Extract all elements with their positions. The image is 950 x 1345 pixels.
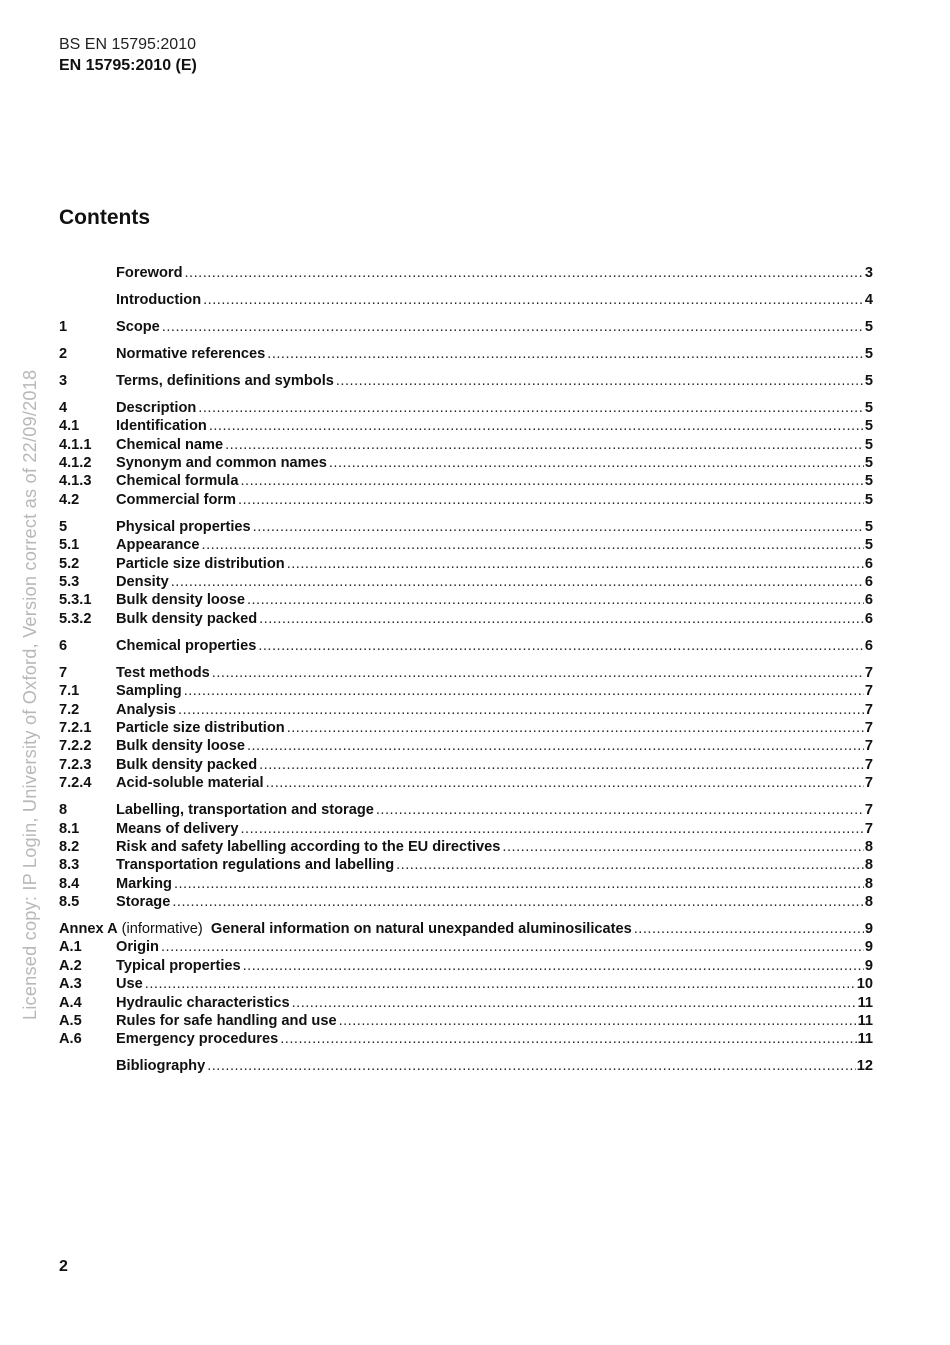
toc-entry-title: Identification [116,418,207,435]
toc-entry-number: 4.2 [59,491,80,508]
toc-entry-title: Particle size distribution [116,555,285,572]
toc-entry-page: 5 [864,455,873,472]
toc-entry-title: Hydraulic characteristics [116,994,290,1011]
toc-entry-number: 8.3 [59,857,80,874]
toc-entry[interactable] [59,518,873,536]
toc-entry-title: Introduction [116,291,202,308]
toc-entry-page: 5 [864,345,873,362]
toc-entry-title: Chemical formula [116,473,239,490]
toc-entry[interactable] [59,436,873,454]
toc-entry-number: 5.2 [59,555,80,572]
toc-entry-title: Acid-soluble material [116,775,264,792]
toc-entry[interactable] [59,1012,873,1030]
toc-dot-leader [202,536,864,554]
toc-entry-page: 5 [864,399,873,416]
toc-entry-page: 5 [864,418,873,435]
toc-entry-title: Bibliography [116,1058,206,1075]
toc-entry-number: 6 [59,637,68,654]
toc-entry[interactable] [59,264,873,282]
toc-entry-page: 5 [864,518,873,535]
toc-entry-number: A.5 [59,1013,82,1029]
toc-dot-leader [287,555,864,573]
toc-entry-title: Terms, definitions and symbols [116,372,334,389]
toc-entry-title: Risk and safety labelling according to the EU directives [116,838,501,855]
toc-entry-page: 11 [857,1013,873,1029]
toc-entry-title: Particle size distribution [116,719,285,736]
toc-dot-leader [243,957,864,975]
toc-entry[interactable] [59,1057,873,1075]
toc-entry-number: 7.2.2 [59,738,92,755]
toc-entry-title: Transportation regulations and labelling [116,857,395,874]
toc-entry-title: Scope [116,318,160,335]
toc-dot-leader [259,610,864,628]
toc-entry-title: Bulk density packed [116,756,258,773]
toc-dot-leader [161,938,864,956]
toc-entry-number: 7 [59,664,68,681]
toc-dot-leader [266,774,864,792]
toc-entry[interactable] [59,938,873,956]
toc-entry-number: 7.2.1 [59,719,92,736]
toc-dot-leader [376,801,864,819]
toc-entry-page: 5 [864,473,873,490]
toc-dot-leader [396,856,864,874]
toc-dot-leader [178,701,864,719]
toc-dot-leader [207,1057,856,1075]
toc-entry-number: 8.5 [59,894,80,911]
toc-entry-number: 4.1.1 [59,436,92,453]
toc-entry-title [122,920,633,938]
toc-group [59,637,873,655]
toc-entry[interactable] [59,345,873,363]
toc-entry[interactable] [59,536,873,554]
toc-entry-number: 5.1 [59,537,80,554]
toc-entry-number: A.4 [59,994,82,1011]
license-watermark: Licensed copy: IP Login, University of Oxford, Version correct as of 22/09/2018 [20,369,40,1020]
toc-entry-number: 3 [59,372,68,389]
toc-entry[interactable] [59,472,873,490]
toc-entry[interactable] [59,801,873,819]
toc-entry-title: Foreword [116,265,183,281]
toc-entry[interactable] [59,957,873,975]
toc-dot-leader [225,436,864,454]
toc-entry-page: 11 [857,1031,873,1048]
toc-entry-title: Bulk density loose [116,738,245,755]
toc-group [59,318,873,336]
toc-entry-informative-label: (informative) [121,921,203,938]
toc-entry-page: 5 [864,436,873,453]
toc-entry[interactable] [59,737,873,755]
toc-entry-number: A.3 [59,976,82,993]
toc-entry-number: 5.3.1 [59,592,92,609]
toc-group [59,664,873,793]
header-en-id: EN 15795:2010 (E) [59,57,197,74]
toc-entry-title: Emergency procedures [116,1031,279,1048]
toc-entry-title: Typical properties [116,957,241,974]
toc-entry-number: 1 [59,318,68,335]
toc-dot-leader [174,875,864,893]
toc-entry-page: 11 [857,994,873,1011]
toc-entry-title-text: General information on natural unexpanded aluminosilicates [210,921,632,938]
toc-entry-number: 2 [59,345,68,362]
toc-entry-title: Analysis [116,701,177,718]
toc-dot-leader [339,1012,857,1030]
toc-entry-page: 9 [864,939,873,956]
toc-entry[interactable] [59,372,873,390]
toc-entry-page: 6 [864,610,873,627]
table-of-contents [59,264,873,1084]
toc-entry-title: Normative references [116,345,266,362]
toc-dot-leader [258,637,864,655]
toc-dot-leader [212,664,864,682]
toc-entry-page: 6 [864,637,873,654]
toc-dot-leader [203,291,864,309]
toc-entry-title: Description [116,399,197,416]
toc-entry[interactable] [59,838,873,856]
toc-entry-page: 4 [864,291,873,308]
toc-entry-page: 7 [864,756,873,773]
toc-entry[interactable] [59,820,873,838]
toc-entry-title: Use [116,976,143,993]
toc-entry-page: 9 [864,957,873,974]
toc-entry-number: Annex A [59,921,118,938]
toc-dot-leader [198,399,864,417]
toc-entry-number: 7.2.3 [59,756,92,773]
toc-entry-title: Origin [116,939,159,956]
toc-entry-number: A.6 [59,1031,82,1048]
toc-entry[interactable] [59,774,873,792]
toc-entry[interactable] [59,491,873,509]
toc-entry-page: 5 [864,318,873,335]
toc-entry-title: Density [116,574,169,591]
contents-title: Contents [59,206,150,229]
toc-entry-page: 3 [864,265,873,281]
toc-entry[interactable] [59,1030,873,1048]
toc-entry[interactable] [59,664,873,682]
toc-entry[interactable] [59,920,873,938]
toc-entry[interactable] [59,701,873,719]
toc-entry-page: 7 [864,775,873,792]
toc-dot-leader [238,491,864,509]
toc-entry[interactable] [59,399,873,417]
toc-dot-leader [145,975,856,993]
toc-dot-leader [259,756,864,774]
toc-entry-page: 7 [864,683,873,700]
toc-entry[interactable] [59,291,873,309]
toc-entry-title: Synonym and common names [116,455,327,472]
toc-entry-page: 7 [864,701,873,718]
toc-dot-leader [162,318,864,336]
page-number: 2 [59,1258,68,1275]
toc-entry-title: Bulk density loose [116,592,245,609]
toc-dot-leader [634,920,864,938]
toc-entry-title: Appearance [116,537,200,554]
header-standard-id: BS EN 15795:2010 [59,36,196,53]
toc-entry-page: 7 [864,719,873,736]
toc-entry[interactable] [59,975,873,993]
toc-entry-title: Chemical properties [116,637,257,654]
toc-entry-number: 5 [59,518,68,535]
toc-entry[interactable] [59,454,873,472]
toc-entry[interactable] [59,573,873,591]
toc-dot-leader [240,820,863,838]
toc-entry-number: 7.1 [59,683,80,700]
toc-entry[interactable] [59,318,873,336]
toc-entry-page: 8 [864,875,873,892]
toc-entry-page: 8 [864,838,873,855]
toc-group [59,801,873,911]
toc-dot-leader [267,345,864,363]
toc-group [59,1057,873,1075]
toc-entry[interactable] [59,756,873,774]
toc-entry[interactable] [59,856,873,874]
toc-entry-title: Test methods [116,664,210,681]
toc-group [59,399,873,509]
toc-entry-title: Marking [116,875,172,892]
toc-entry-page: 7 [864,802,873,819]
toc-group [59,372,873,390]
toc-dot-leader [292,994,857,1012]
toc-entry-number: 7.2 [59,701,80,718]
toc-entry-number: 8.1 [59,820,80,837]
toc-entry-number: 5.3 [59,574,80,591]
toc-dot-leader [184,682,864,700]
toc-group [59,291,873,309]
toc-entry-number: 4 [59,399,68,416]
toc-entry-page: 7 [864,820,873,837]
toc-group [59,920,873,1049]
toc-dot-leader [172,893,864,911]
toc-entry-page: 9 [864,921,873,938]
toc-entry-number: 5.3.2 [59,610,92,627]
toc-entry-number: A.2 [59,957,82,974]
toc-entry-title: Rules for safe handling and use [116,1013,337,1029]
toc-dot-leader [247,737,864,755]
toc-entry-number: 4.1.3 [59,473,92,490]
toc-dot-leader [502,838,863,856]
toc-entry-page: 6 [864,592,873,609]
toc-group [59,345,873,363]
toc-entry-number: 7.2.4 [59,775,92,792]
toc-dot-leader [209,417,864,435]
toc-entry-page: 10 [856,976,873,993]
toc-entry[interactable] [59,719,873,737]
toc-entry-page: 8 [864,894,873,911]
toc-entry[interactable] [59,417,873,435]
toc-entry-page: 5 [864,537,873,554]
toc-group [59,518,873,628]
toc-entry[interactable] [59,637,873,655]
toc-entry-page: 5 [864,372,873,389]
toc-dot-leader [287,719,864,737]
toc-dot-leader [171,573,864,591]
toc-dot-leader [253,518,864,536]
toc-entry-title: Labelling, transportation and storage [116,802,374,819]
toc-entry[interactable] [59,610,873,628]
toc-entry[interactable] [59,555,873,573]
toc-entry-page: 8 [864,857,873,874]
toc-entry-page: 6 [864,555,873,572]
toc-group [59,264,873,282]
toc-entry-page: 7 [864,664,873,681]
toc-dot-leader [280,1030,856,1048]
toc-entry[interactable] [59,994,873,1012]
toc-dot-leader [184,264,863,282]
toc-entry-title: Chemical name [116,436,224,453]
toc-entry-title: Commercial form [116,491,237,508]
toc-entry-page: 6 [864,574,873,591]
toc-entry-number: A.1 [59,939,82,956]
toc-dot-leader [329,454,864,472]
toc-entry-title: Sampling [116,683,182,700]
toc-entry[interactable] [59,875,873,893]
toc-entry-number: 8.4 [59,875,80,892]
toc-dot-leader [240,472,863,490]
toc-entry-number: 8.2 [59,838,80,855]
toc-entry-title: Storage [116,894,171,911]
toc-entry-title: Means of delivery [116,820,239,837]
toc-entry[interactable] [59,893,873,911]
toc-entry-number: 4.1.2 [59,455,92,472]
toc-entry-title: Bulk density packed [116,610,258,627]
toc-entry-page: 5 [864,491,873,508]
toc-entry[interactable] [59,591,873,609]
toc-dot-leader [247,591,864,609]
toc-entry-page: 7 [864,738,873,755]
toc-entry-number: 4.1 [59,418,80,435]
toc-entry[interactable] [59,682,873,700]
toc-entry-number: 8 [59,802,68,819]
toc-dot-leader [336,372,864,390]
toc-entry-title: Physical properties [116,518,251,535]
toc-entry-page: 12 [856,1058,873,1075]
